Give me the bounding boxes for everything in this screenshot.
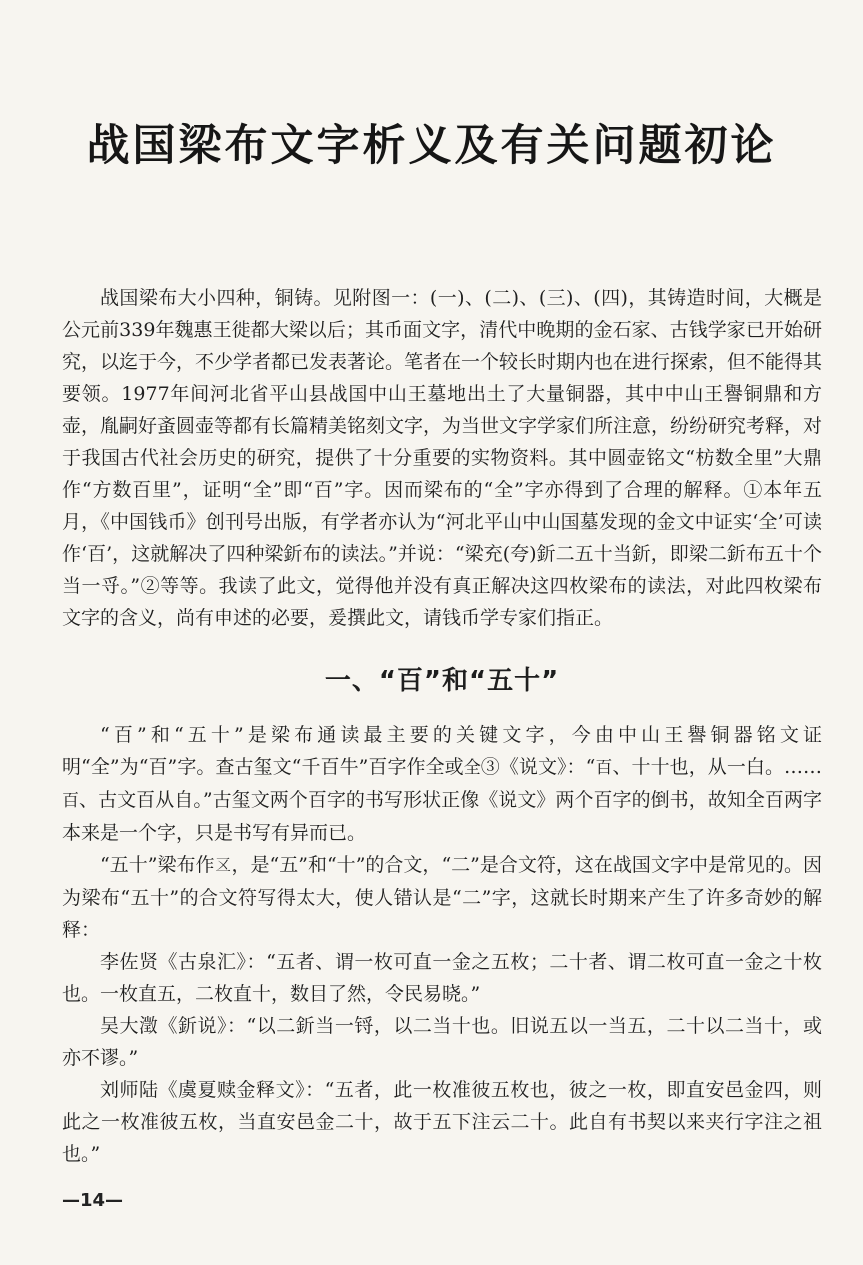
section-paragraph-2 [62,849,822,946]
text-run: 、十十也，从一白。…… [612,756,822,778]
seal-glyph: 百 [595,758,613,778]
text-run: “五十”梁布作 [100,854,215,876]
article-body [62,282,822,1170]
page-number: —14— [62,1190,124,1211]
quote-paragraph: 吴大澂《釿说》：“以二釿当一锊，以二当十也。旧说五以一当五，二十以二当十，或亦不谬。” [62,1015,822,1069]
seal-glyph: 全 [463,758,481,778]
seal-glyph: 百 [62,791,80,811]
quote-paragraph: 李佐贤《古泉汇》：“五者、谓一枚可直一金之五枚；二十者、谓二枚可直一金之十枚也。一枚直五，二枚直十，数目了然，令民易晓。” [62,951,822,1005]
text-run: 、古文百从自。”古玺文两个百字的书写形状正像《说文》两个百字的倒书，故知全百两字本来是一个字，只是书写有异而已。 [62,789,822,844]
text-run: ③《说文》：“ [480,756,596,778]
text-run: ，是“五”和“十”的合文，“二”是合文符，这在战国文字中是常见的。因为梁布“五十”的合文符写得太大，使人错认是“二”字，这就长时期来产生了许多奇妙的解释： [62,854,822,941]
quote-paragraph: 刘师陆《虞夏赎金释文》：“五者，此一枚准彼五枚也，彼之一枚，即直安邑金四，则此之一枚准彼五枚，当直安邑金二十，故于五下注云二十。此自有书契以来夹行字注之祖也。” [62,1079,822,1165]
section-paragraph-1 [62,719,822,849]
article-title: 战国梁布文字析义及有关问题初论 [86,121,777,171]
text-run: “百”和“五十”是梁布通读最主要的关键文字，今由中山王譽铜器铭文证明“全”为“百”字。查古玺文“千百牛”百字作全或 [62,724,822,778]
intro-paragraph: 战国梁布大小四种，铜铸。见附图一：(一)、(二)、(三)、(四)，其铸造时间，大概是公元前339年魏惠王徙都大梁以后；其币面文字，清代中晚期的金石家、古钱学家已开始研究，以迄于今，不少学者都已发表著论。笔者在一个较长时期内也在进行探索，但不能得其要领。1977年间河北省平山县战国中山王墓地出土了大量铜器，其中中山王譽铜鼎和方壶，胤嗣好蚉圆壶等都有长篇精美铭刻文字，为当世文字学家们所注意，纷纷研究考释，对于我国古代社会历史的研究，提供了十分重要的实物资料。其中圆壶铭文“枋数全里”大鼎作“方数百里”，证明“全”即“百”字。因而梁布的“全”字亦得到了合理的解释。①本年五月，《中国钱币》创刊号出版，有学者亦认为“河北平山中山国墓发现的金文中证实‘全’可读作‘百’，这就解决了四种梁釿布的读法。”并说：“梁充(夸)釿二五十当釿，即梁二釿布五十个当一寽。”②等等。我读了此文，觉得他并没有真正解决这四枚梁布的读法，对此四枚梁布文字的含义，尚有申述的必要，爰撰此文，请钱币学专家们指正。 [62,287,823,629]
section-heading: 一、“百”和“五十” [324,666,560,696]
seal-glyph: 𠄡 [214,856,232,876]
